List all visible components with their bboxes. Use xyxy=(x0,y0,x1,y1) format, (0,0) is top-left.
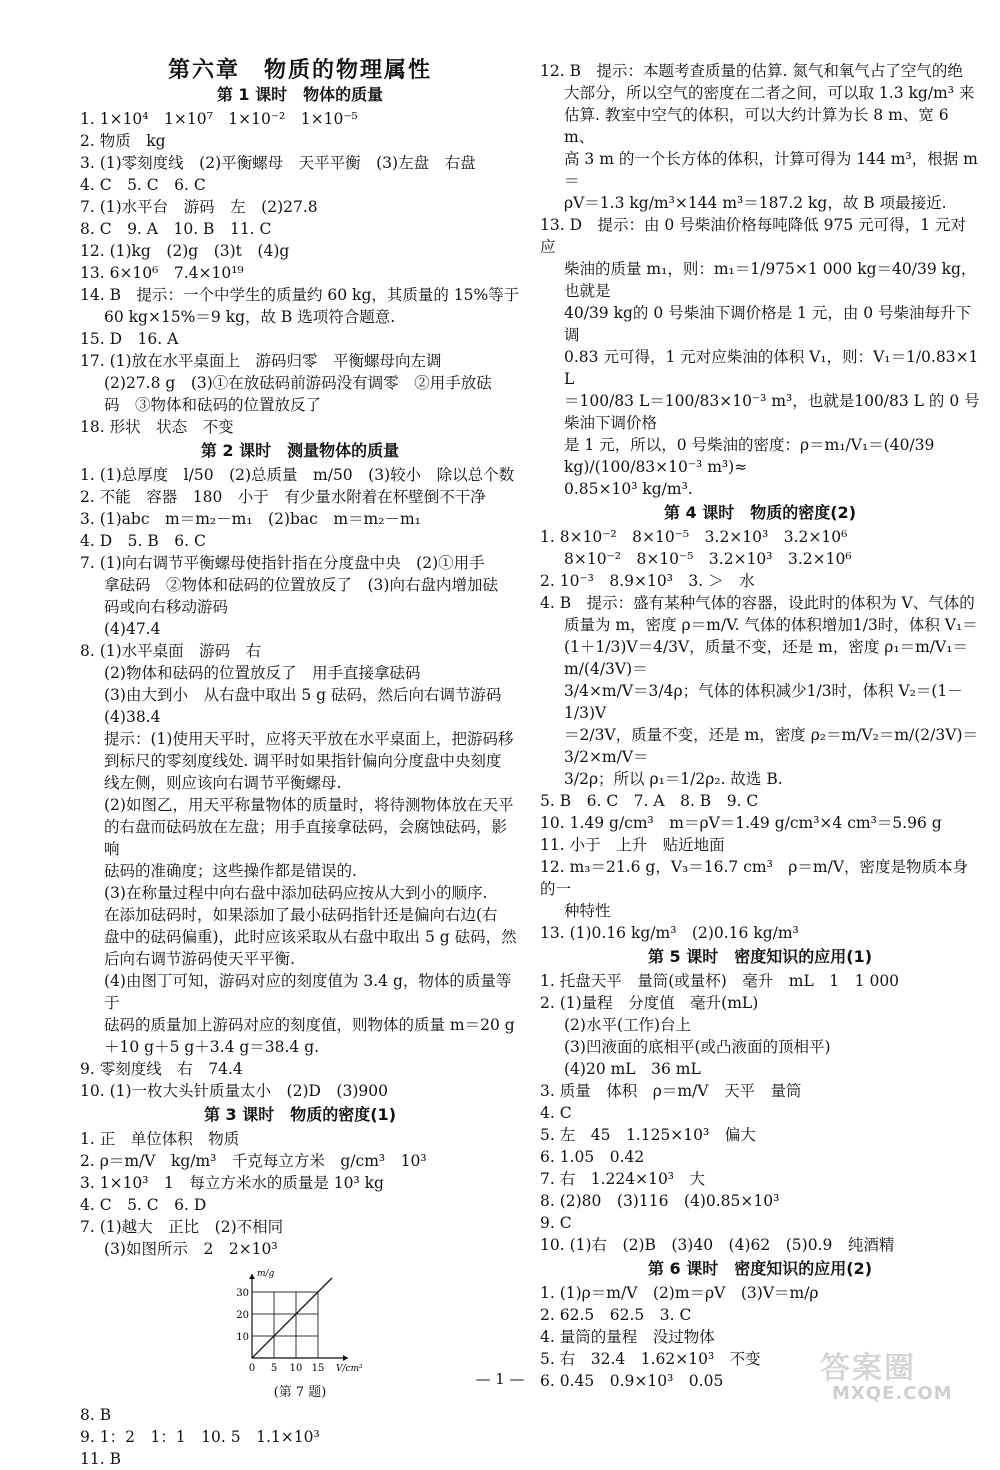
answer-line: 1. 正 单位体积 物质 xyxy=(80,1130,240,1148)
answer-line: 13. D 提示：由 0 号柴油价格每吨降低 975 元可得，1 元对应 xyxy=(540,216,966,256)
answer-line: 盘中的砝码偏重)，此时应该采取从右盘中取出 5 g 砝码，然 xyxy=(104,928,517,946)
answer-line: (1＋1/3)V＝4/3V，质量不变，还是 m，密度 ρ₁＝m/V₁＝m/(4/3V)＝ xyxy=(564,638,968,678)
answer-line: 质量为 m，密度 ρ＝m/V. 气体的体积增加1/3时，体积 V₁＝ xyxy=(564,616,978,634)
x-tick-label: 15 xyxy=(311,1363,325,1374)
answer-line: (4)38.4 xyxy=(104,708,161,726)
answer-line: 4. D 5. B 6. C xyxy=(80,532,206,550)
answer-line: 9. C xyxy=(540,1214,572,1232)
answer-line: 8. (1)水平桌面 游码 右 xyxy=(80,642,262,660)
answer-line: 7. (1)越大 正比 (2)不相同 xyxy=(80,1218,284,1236)
answer-line: (2)水平(工作)台上 xyxy=(564,1016,692,1034)
answer-line: 4. C 5. C 6. C xyxy=(80,176,206,194)
answer-line: 1. 8×10⁻² 8×10⁻⁵ 3.2×10³ 3.2×10⁶ xyxy=(540,528,848,546)
page-number: — 1 — xyxy=(475,1370,525,1388)
answer-line: 砝码的质量加上游码对应的刻度值，则物体的质量 m＝20 g xyxy=(104,1016,515,1034)
figure-caption: (第 7 题) xyxy=(273,1385,327,1400)
x-axis-label: V/cm³ xyxy=(336,1364,363,1374)
answer-line: 3. 1×10³ 1 每立方米水的质量是 10³ kg xyxy=(80,1174,384,1192)
left-column xyxy=(80,60,520,1470)
section-heading: 第 4 课时 物质的密度(2) xyxy=(663,503,857,522)
watermark-text: 答案圈 xyxy=(820,1351,916,1386)
answer-line: 6. 1.05 0.42 xyxy=(540,1148,645,1166)
answer-line: 2. 不能 容器 180 小于 有少量水附着在杯壁倒不干净 xyxy=(80,488,486,506)
answer-line: 2. 物质 kg xyxy=(80,132,166,150)
answer-line: 5. B 6. C 7. A 8. B 9. C xyxy=(540,792,759,810)
answer-line: ＝2/3V，质量不变，还是 m，密度 ρ₂＝m/V₂＝m/(2/3V)＝3/2×m/V＝ xyxy=(564,726,978,766)
answer-line: (3)凹液面的底相平(或凸液面的顶相平) xyxy=(564,1038,831,1056)
answer-line: 4. C 5. C 6. D xyxy=(80,1196,207,1214)
answer-line: 10. (1)一枚大头针质量太小 (2)D (3)900 xyxy=(80,1082,388,1100)
answer-line: 2. ρ＝m/V kg/m³ 千克每立方米 g/cm³ 10³ xyxy=(80,1152,427,1170)
answer-line: 9. 1：2 1：1 10. 5 1.1×10³ xyxy=(80,1428,320,1446)
answer-line: (3)由大到小 从右盘中取出 5 g 砝码，然后向右调节游码 xyxy=(104,686,502,704)
answer-line: ρV＝1.3 kg/m³×144 m³＝187.2 kg，故 B 项最接近. xyxy=(564,194,947,212)
answer-line: 3. (1)abc m＝m₂－m₁ (2)bac m＝m₂－m₁ xyxy=(80,510,421,528)
answer-line: (3)在称量过程中向右盘中添加砝码应按从大到小的顺序. xyxy=(104,884,488,902)
answer-line: 后向右调节游码使天平平衡. xyxy=(104,950,295,968)
y-axis-label: m/g xyxy=(257,1269,275,1279)
answer-line: 12. m₃＝21.6 g，V₃＝16.7 cm³ ρ＝m/V，密度是物质本身的一 xyxy=(540,858,969,898)
answer-line: 码或向右移动游码 xyxy=(104,598,229,616)
x-tick-label: 5 xyxy=(270,1363,278,1374)
answer-line: 是 1 元，所以，0 号柴油的密度：ρ＝m₁/V₁＝(40/39 kg)/(100/83×10⁻³ m³)≈ xyxy=(564,436,940,476)
chapter-title: 第六章 物质的物理属性 xyxy=(167,58,432,83)
answer-line: 14. B 提示：一个中学生的质量约 60 kg，其质量的 15%等于 xyxy=(80,286,520,304)
answer-line: 0.85×10³ kg/m³. xyxy=(564,480,693,498)
answer-line: 1. 1×10⁴ 1×10⁷ 1×10⁻² 1×10⁻⁵ xyxy=(80,110,358,128)
watermark-logo xyxy=(820,1343,970,1413)
answer-line: 3/2ρ；所以 ρ₁＝1/2ρ₂. 故选 B. xyxy=(564,770,783,788)
right-column xyxy=(540,60,984,1392)
answer-line: 60 kg×15%＝9 kg，故 B 选项符合题意. xyxy=(104,308,396,326)
x-axis-arrow xyxy=(343,1355,348,1361)
answer-line: 3. (1)零刻度线 (2)平衡螺母 天平平衡 (3)左盘 右盘 xyxy=(80,154,476,172)
answer-line: (4)20 mL 36 mL xyxy=(564,1060,701,1078)
answer-line: 种特性 xyxy=(564,902,611,920)
answer-line: 到标尺的零刻度线处. 调平时如果指针偏向分度盘中央刻度 xyxy=(104,752,502,770)
y-tick-label: 10 xyxy=(236,1332,249,1343)
answer-line: 7. 右 1.224×10³ 大 xyxy=(540,1170,706,1188)
answer-line: 5. 左 45 1.125×10³ 偏大 xyxy=(540,1126,756,1144)
answer-line: 砝码的准确度；这些操作都是错误的. xyxy=(104,862,357,880)
y-axis-arrow xyxy=(249,1274,255,1279)
answer-line: (3)如图所示 2 2×10³ xyxy=(104,1240,278,1258)
answer-line: 1. 托盘天平 量筒(或量杯) 毫升 mL 1 1 000 xyxy=(540,972,900,990)
answer-line: 线左侧，则应该向右调节平衡螺母. xyxy=(104,774,342,792)
answer-line: 提示：(1)使用天平时，应将天平放在水平桌面上，把游码移 xyxy=(104,730,514,748)
answer-line: 11. B xyxy=(80,1450,121,1468)
answer-line: (2)如图乙，用天平称量物体的质量时，将待测物体放在天平 xyxy=(104,796,514,814)
answer-line: 码 ③物体和砝码的位置放反了 xyxy=(104,396,322,414)
section-heading: 第 3 课时 物质的密度(1) xyxy=(203,1105,397,1124)
answer-line: 18. 形状 状态 不变 xyxy=(80,418,234,436)
answer-line: 在添加砝码时，如果添加了最小砝码指针还是偏向右边(右 xyxy=(104,906,498,924)
answer-line: ＋10 g＋5 g＋3.4 g＝38.4 g. xyxy=(104,1038,320,1056)
answer-line: 高 3 m 的一个长方体的体积，计算可得为 144 m³，根据 m＝ xyxy=(564,150,978,190)
answer-line: 13. (1)0.16 kg/m³ (2)0.16 kg/m³ xyxy=(540,924,799,942)
answer-line: 2. 62.5 62.5 3. C xyxy=(540,1306,692,1324)
section-heading: 第 5 课时 密度知识的应用(1) xyxy=(647,947,873,966)
answer-line: 10. (1)右 (2)B (3)40 (4)62 (5)0.9 纯酒精 xyxy=(540,1236,895,1254)
section-heading: 第 2 课时 测量物体的质量 xyxy=(200,441,400,460)
answer-line: 大部分，所以空气的密度在二者之间，可以取 1.3 kg/m³ 来 xyxy=(564,84,975,102)
answer-line: 12. B 提示：本题考查质量的估算. 氮气和氧气占了空气的绝 xyxy=(540,62,963,80)
answer-line: 12. (1)kg (2)g (3)t (4)g xyxy=(80,242,290,260)
answer-line: 1. (1)总厚度 l/50 (2)总质量 m/50 (3)较小 除以总个数 xyxy=(80,466,515,484)
watermark-url: MXQE.COM xyxy=(832,1383,953,1404)
answer-line: 6. 0.45 0.9×10³ 0.05 xyxy=(540,1372,724,1390)
data-line xyxy=(252,1278,332,1358)
answer-line: 8×10⁻² 8×10⁻⁵ 3.2×10³ 3.2×10⁶ xyxy=(564,550,852,568)
section-heading: 第 6 课时 密度知识的应用(2) xyxy=(647,1259,873,1278)
answer-line: 17. (1)放在水平桌面上 游码归零 平衡螺母向左调 xyxy=(80,352,442,370)
x-tick-label: 10 xyxy=(289,1363,303,1374)
x-tick-label: 0 xyxy=(248,1363,256,1374)
answer-line: (4)由图丁可知，游码对应的刻度值为 3.4 g，物体的质量等于 xyxy=(104,972,512,1012)
answer-line: 5. 右 32.4 1.62×10³ 不变 xyxy=(540,1350,761,1368)
answer-line: 1. (1)ρ＝m/V (2)m＝ρV (3)V＝m/ρ xyxy=(540,1284,819,1302)
section-heading: 第 1 课时 物体的质量 xyxy=(216,85,384,104)
answer-line: 9. 零刻度线 右 74.4 xyxy=(80,1060,243,1078)
answer-line: 4. C xyxy=(540,1104,572,1122)
answer-line: 3. 质量 体积 ρ＝m/V 天平 量筒 xyxy=(540,1082,802,1100)
answer-line: 15. D 16. A xyxy=(80,330,179,348)
answer-line: 2. (1)量程 分度值 毫升(mL) xyxy=(540,994,759,1012)
answer-line: 估算. 教室中空气的体积，可以大约计算为长 8 m、宽 6 m、 xyxy=(564,106,954,146)
answer-line: 13. 6×10⁶ 7.4×10¹⁹ xyxy=(80,264,244,282)
answer-line: (2)物体和砝码的位置放反了 用手直接拿砝码 xyxy=(104,664,421,682)
answer-line: 8. (2)80 (3)116 (4)0.85×10³ xyxy=(540,1192,780,1210)
answer-line: 8. C 9. A 10. B 11. C xyxy=(80,220,272,238)
answer-line: (4)47.4 xyxy=(104,620,161,638)
answer-line: 8. B xyxy=(80,1406,112,1424)
answer-line: ＝100/83 L＝100/83×10⁻³ m³，也就是100/83 L 的 0 号柴油下调价格 xyxy=(564,392,980,432)
answer-line: 拿砝码 ②物体和砝码的位置放反了 (3)向右盘内增加砝 xyxy=(104,576,498,594)
answer-line: 10. 1.49 g/cm³ m＝ρV＝1.49 g/cm³×4 cm³＝5.96 g xyxy=(540,814,942,832)
answer-line: 7. (1)水平台 游码 左 (2)27.8 xyxy=(80,198,318,216)
y-tick-label: 30 xyxy=(236,1288,249,1299)
answer-line: 3/4×m/V＝3/4ρ；气体的体积减少1/3时，体积 V₂＝(1－1/3)V xyxy=(564,682,963,722)
answer-line: 0.83 元可得，1 元对应柴油的体积 V₁，则：V₁＝1/0.83×1 L xyxy=(564,348,984,388)
answer-line: 4. B 提示：盛有某种气体的容器，设此时的体积为 V、气体的 xyxy=(540,594,975,612)
answer-line: 柴油的质量 m₁，则：m₁＝1/975×1 000 kg＝40/39 kg，也就是 xyxy=(564,260,977,300)
y-tick-label: 20 xyxy=(236,1310,249,1321)
answer-line: 11. 小于 上升 贴近地面 xyxy=(540,836,725,854)
answer-line: 40/39 kg的 0 号柴油下调价格是 1 元，由 0 号柴油每升下调 xyxy=(564,304,972,344)
answer-line: 4. 量筒的量程 没过物体 xyxy=(540,1328,715,1346)
graph-svg xyxy=(230,1266,380,1376)
answer-line: 的右盘而砝码放在左盘；用手直接拿砝码，会腐蚀砝码，影响 xyxy=(104,818,508,858)
answer-line: (2)27.8 g (3)①在放砝码前游码没有调零 ②用手放砝 xyxy=(104,374,492,392)
answer-line: 7. (1)向右调节平衡螺母使指针指在分度盘中央 (2)①用手 xyxy=(80,554,485,572)
answer-line: 2. 10⁻³ 8.9×10³ 3. ＞ 水 xyxy=(540,572,755,590)
